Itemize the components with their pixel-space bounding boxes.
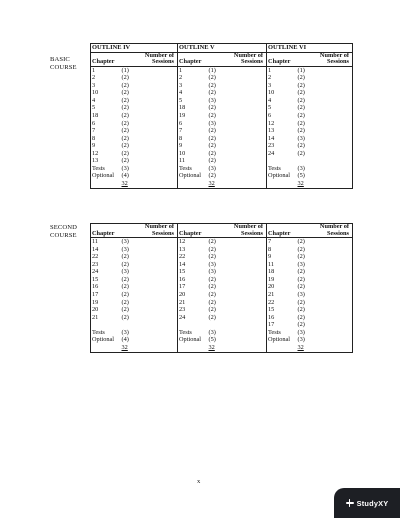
sessions-cell: (2) bbox=[208, 291, 216, 299]
chapter-cell: Tests bbox=[178, 329, 208, 337]
chapter-cell: 23 bbox=[267, 142, 297, 150]
sessions-cell: (2) bbox=[297, 321, 353, 329]
table-row bbox=[91, 253, 353, 261]
sessions-cell: (3) bbox=[297, 336, 353, 344]
chapter-cell: 21 bbox=[178, 299, 208, 307]
second-course-table bbox=[90, 223, 353, 353]
chapter-cell: Tests bbox=[91, 165, 121, 173]
chapter-cell: 9 bbox=[267, 253, 297, 261]
plus-icon bbox=[346, 499, 354, 507]
sessions-cell: (3) bbox=[121, 328, 129, 336]
chapter-cell: Tests bbox=[267, 329, 297, 337]
chapter-cell: 6 bbox=[91, 120, 121, 128]
outline-iv-title: OUTLINE IV bbox=[91, 44, 178, 53]
chapter-cell: 19 bbox=[91, 299, 121, 307]
sessions-cell: (2) bbox=[208, 74, 216, 82]
outline-title-row bbox=[91, 44, 353, 53]
sessions-cell: (2) bbox=[208, 253, 216, 261]
chapter-cell: 13 bbox=[178, 246, 208, 254]
sessions-cell: (2) bbox=[208, 157, 216, 165]
second-course-label bbox=[50, 224, 77, 240]
table-row bbox=[91, 120, 353, 128]
column-header-chapter: Chapter bbox=[91, 224, 121, 238]
chapter-cell: 5 bbox=[91, 104, 121, 112]
sessions-cell: (2) bbox=[208, 149, 216, 157]
sessions-cell: (2) bbox=[121, 283, 129, 291]
chapter-cell: 21 bbox=[267, 291, 297, 299]
sessions-cell: (4) bbox=[121, 336, 129, 344]
sessions-cell: (2) bbox=[297, 142, 353, 150]
chapter-cell: 11 bbox=[267, 261, 297, 269]
total-spacer bbox=[91, 344, 121, 353]
outline-v-title: OUTLINE V bbox=[178, 44, 267, 53]
chapter-cell: 15 bbox=[91, 276, 121, 284]
chapter-cell: 5 bbox=[178, 97, 208, 105]
chapter-cell: 9 bbox=[178, 142, 208, 150]
sessions-cell: (2) bbox=[208, 81, 216, 89]
total-cell bbox=[121, 180, 178, 189]
table-row bbox=[91, 283, 353, 291]
sessions-cell: (3) bbox=[208, 96, 216, 104]
chapter-cell: Optional bbox=[178, 172, 208, 180]
sessions-cell: (3) bbox=[297, 329, 353, 337]
chapter-cell: Optional bbox=[91, 172, 121, 180]
sessions-cell bbox=[297, 157, 353, 165]
table-row bbox=[91, 336, 353, 344]
total-cell bbox=[208, 344, 267, 353]
studyxy-watermark bbox=[334, 488, 400, 518]
chapter-cell: 18 bbox=[267, 268, 297, 276]
total-spacer bbox=[178, 180, 208, 189]
chapter-cell: 6 bbox=[178, 120, 208, 128]
sessions-cell: (2) bbox=[208, 104, 216, 112]
sessions-cell: (2) bbox=[121, 112, 129, 120]
basic-course-label bbox=[50, 56, 77, 72]
second-label-line2: COURSE bbox=[50, 232, 77, 239]
chapter-cell: 13 bbox=[267, 127, 297, 135]
chapter-cell: Tests bbox=[178, 165, 208, 173]
basic-course-table bbox=[90, 43, 353, 189]
total-spacer bbox=[267, 344, 297, 353]
sessions-cell: (2) bbox=[297, 112, 353, 120]
sessions-cell: (3) bbox=[208, 260, 216, 268]
total-cell bbox=[121, 344, 178, 353]
chapter-cell: 24 bbox=[178, 314, 208, 322]
sessions-cell: (2) bbox=[208, 283, 216, 291]
sessions-cell: (1) bbox=[297, 66, 353, 74]
total-cell bbox=[208, 180, 267, 189]
chapter-cell: 22 bbox=[267, 299, 297, 307]
sessions-cell: (2) bbox=[121, 96, 129, 104]
chapter-cell: 17 bbox=[178, 283, 208, 291]
sessions-cell: (2) bbox=[297, 299, 353, 307]
chapter-cell: Optional bbox=[267, 172, 297, 180]
basic-header-row bbox=[91, 52, 353, 66]
chapter-cell: 7 bbox=[267, 238, 297, 246]
chapter-cell: 8 bbox=[178, 135, 208, 143]
column-header-chapter: Chapter bbox=[267, 224, 297, 238]
sessions-cell: (2) bbox=[121, 81, 129, 89]
chapter-cell: Tests bbox=[267, 165, 297, 173]
sessions-cell: (2) bbox=[297, 283, 353, 291]
chapter-cell: 14 bbox=[267, 135, 297, 143]
sessions-cell: (4) bbox=[121, 172, 129, 180]
basic-label-line1: BASIC bbox=[50, 56, 70, 63]
chapter-cell: Optional bbox=[178, 336, 208, 344]
total-spacer bbox=[178, 344, 208, 353]
table-row bbox=[91, 165, 353, 173]
table-row bbox=[91, 142, 353, 150]
table-row bbox=[91, 268, 353, 276]
table-row bbox=[91, 238, 353, 246]
chapter-cell: Tests bbox=[91, 329, 121, 337]
table-row bbox=[91, 291, 353, 299]
sessions-cell: (2) bbox=[121, 89, 129, 97]
chapter-cell: 1 bbox=[267, 66, 297, 74]
chapter-cell bbox=[91, 321, 121, 329]
sessions-cell: (2) bbox=[121, 313, 129, 321]
sessions-cell: (2) bbox=[297, 306, 353, 314]
sessions-cell: (2) bbox=[121, 253, 129, 261]
chapter-cell: 20 bbox=[178, 291, 208, 299]
chapter-cell: 2 bbox=[267, 74, 297, 82]
chapter-cell: 23 bbox=[91, 261, 121, 269]
chapter-cell: 24 bbox=[91, 268, 121, 276]
table-row bbox=[91, 74, 353, 82]
sessions-cell: (2) bbox=[208, 275, 216, 283]
session-total: 32 bbox=[208, 344, 215, 352]
sessions-cell: (2) bbox=[121, 104, 129, 112]
column-header-sessions: Number of Sessions bbox=[208, 224, 267, 238]
page-number: x bbox=[197, 478, 201, 485]
chapter-cell: 22 bbox=[91, 253, 121, 261]
chapter-cell: 4 bbox=[178, 89, 208, 97]
chapter-cell bbox=[178, 321, 208, 329]
second-label-line1: SECOND bbox=[50, 224, 77, 231]
sessions-cell: (2) bbox=[208, 89, 216, 97]
table-row bbox=[91, 306, 353, 314]
sessions-cell: (2) bbox=[208, 172, 216, 180]
sessions-cell: (2) bbox=[208, 127, 216, 135]
chapter-cell: 10 bbox=[267, 89, 297, 97]
sessions-cell: (3) bbox=[208, 164, 216, 172]
chapter-cell: 16 bbox=[178, 276, 208, 284]
sessions-cell: (2) bbox=[208, 245, 216, 253]
table-row bbox=[91, 104, 353, 112]
sessions-cell: (2) bbox=[297, 89, 353, 97]
sessions-cell: (3) bbox=[208, 119, 216, 127]
table-row bbox=[91, 321, 353, 329]
sessions-cell: (2) bbox=[121, 119, 129, 127]
table-row bbox=[91, 246, 353, 254]
second-header-row bbox=[91, 224, 353, 238]
column-header-chapter: Chapter bbox=[91, 52, 121, 66]
sessions-cell: (1) bbox=[121, 66, 129, 74]
chapter-cell: 4 bbox=[267, 97, 297, 105]
chapter-cell: 8 bbox=[267, 246, 297, 254]
table-row bbox=[91, 127, 353, 135]
sessions-cell: (2) bbox=[297, 104, 353, 112]
column-header-sessions: Number of Sessions bbox=[121, 224, 178, 238]
table-row bbox=[91, 66, 353, 74]
chapter-cell: 18 bbox=[91, 112, 121, 120]
chapter-cell: 7 bbox=[91, 127, 121, 135]
total-spacer bbox=[267, 180, 297, 189]
table-row bbox=[91, 261, 353, 269]
chapter-cell: 21 bbox=[91, 314, 121, 322]
chapter-cell: 12 bbox=[178, 238, 208, 246]
session-total: 32 bbox=[297, 180, 304, 188]
chapter-cell: 5 bbox=[267, 104, 297, 112]
sessions-cell: (2) bbox=[297, 97, 353, 105]
sessions-cell: (2) bbox=[121, 157, 129, 165]
chapter-cell: 9 bbox=[91, 142, 121, 150]
basic-label-line2: COURSE bbox=[50, 64, 77, 71]
session-total: 32 bbox=[121, 344, 128, 352]
chapter-cell: 13 bbox=[91, 157, 121, 165]
chapter-cell: 24 bbox=[267, 150, 297, 158]
sessions-cell: (3) bbox=[208, 268, 216, 276]
chapter-cell: 12 bbox=[267, 120, 297, 128]
sessions-cell: (3) bbox=[208, 328, 216, 336]
chapter-cell: 6 bbox=[267, 112, 297, 120]
sessions-cell: (2) bbox=[297, 74, 353, 82]
column-header-sessions: Number of Sessions bbox=[297, 52, 353, 66]
chapter-cell: 16 bbox=[91, 283, 121, 291]
sessions-cell: (2) bbox=[121, 134, 129, 142]
table-row bbox=[91, 299, 353, 307]
sessions-cell: (2) bbox=[297, 238, 353, 246]
sessions-cell: (3) bbox=[121, 268, 129, 276]
chapter-cell: 11 bbox=[178, 157, 208, 165]
sessions-cell: (3) bbox=[121, 245, 129, 253]
column-header-sessions: Number of Sessions bbox=[121, 52, 178, 66]
column-header-sessions: Number of Sessions bbox=[297, 224, 353, 238]
chapter-cell: 3 bbox=[178, 82, 208, 90]
sessions-cell: (2) bbox=[208, 238, 216, 246]
sessions-cell: (3) bbox=[297, 261, 353, 269]
chapter-cell: 10 bbox=[178, 150, 208, 158]
sessions-cell: (5) bbox=[208, 336, 216, 344]
chapter-cell bbox=[267, 157, 297, 165]
chapter-cell: 19 bbox=[178, 112, 208, 120]
sessions-cell: (5) bbox=[297, 172, 353, 180]
chapter-cell: 15 bbox=[178, 268, 208, 276]
brand-name: StudyXY bbox=[356, 498, 389, 508]
column-header-chapter: Chapter bbox=[267, 52, 297, 66]
sessions-cell: (2) bbox=[297, 246, 353, 254]
chapter-cell: 4 bbox=[91, 97, 121, 105]
table-row bbox=[91, 82, 353, 90]
sessions-cell: (2) bbox=[121, 74, 129, 82]
chapter-cell: 20 bbox=[267, 283, 297, 291]
table-row bbox=[91, 135, 353, 143]
sessions-cell: (3) bbox=[297, 135, 353, 143]
chapter-cell: 7 bbox=[178, 127, 208, 135]
chapter-cell: 14 bbox=[178, 261, 208, 269]
table-row bbox=[91, 150, 353, 158]
sessions-cell: (2) bbox=[208, 306, 216, 314]
chapter-cell: Optional bbox=[91, 336, 121, 344]
column-header-chapter: Chapter bbox=[178, 52, 208, 66]
chapter-cell: 19 bbox=[267, 276, 297, 284]
outline-vi-title: OUTLINE VI bbox=[267, 44, 353, 53]
sessions-cell: (2) bbox=[208, 298, 216, 306]
sessions-cell: (2) bbox=[208, 112, 216, 120]
chapter-cell: 1 bbox=[91, 66, 121, 74]
column-header-chapter: Chapter bbox=[178, 224, 208, 238]
table-row bbox=[91, 329, 353, 337]
sessions-cell: (2) bbox=[121, 149, 129, 157]
sessions-cell: (2) bbox=[208, 142, 216, 150]
chapter-cell: 3 bbox=[267, 82, 297, 90]
column-header-sessions: Number of Sessions bbox=[208, 52, 267, 66]
session-total: 32 bbox=[121, 180, 128, 188]
table-row bbox=[91, 276, 353, 284]
sessions-cell: (2) bbox=[297, 120, 353, 128]
total-cell bbox=[297, 344, 353, 353]
chapter-cell: 15 bbox=[267, 306, 297, 314]
total-spacer bbox=[91, 180, 121, 189]
chapter-cell: 12 bbox=[91, 150, 121, 158]
sessions-cell: (2) bbox=[121, 260, 129, 268]
sessions-cell: (2) bbox=[297, 150, 353, 158]
chapter-cell: 1 bbox=[178, 66, 208, 74]
sessions-cell: (3) bbox=[121, 238, 129, 246]
sessions-cell: (2) bbox=[297, 82, 353, 90]
sessions-cell: (3) bbox=[297, 291, 353, 299]
sessions-cell: (1) bbox=[208, 66, 216, 74]
sessions-cell: (2) bbox=[297, 314, 353, 322]
sessions-cell: (2) bbox=[121, 127, 129, 135]
sessions-cell: (2) bbox=[121, 275, 129, 283]
total-cell bbox=[297, 180, 353, 189]
chapter-cell: 17 bbox=[267, 321, 297, 329]
chapter-cell: 3 bbox=[91, 82, 121, 90]
chapter-cell: 23 bbox=[178, 306, 208, 314]
chapter-cell: 2 bbox=[91, 74, 121, 82]
session-total: 32 bbox=[297, 344, 304, 352]
session-total: 32 bbox=[208, 180, 215, 188]
sessions-cell: (2) bbox=[297, 268, 353, 276]
table-row bbox=[91, 172, 353, 180]
sessions-cell: (2) bbox=[121, 291, 129, 299]
table-row bbox=[91, 112, 353, 120]
sessions-cell: (2) bbox=[297, 253, 353, 261]
table-row bbox=[91, 157, 353, 165]
sessions-cell: (2) bbox=[208, 313, 216, 321]
sessions-cell: (2) bbox=[121, 306, 129, 314]
table-row bbox=[91, 314, 353, 322]
sessions-cell: (2) bbox=[297, 127, 353, 135]
chapter-cell: 10 bbox=[91, 89, 121, 97]
chapter-cell: 11 bbox=[91, 238, 121, 246]
chapter-cell: 14 bbox=[91, 246, 121, 254]
sessions-cell: (2) bbox=[208, 134, 216, 142]
chapter-cell: 8 bbox=[91, 135, 121, 143]
sessions-cell bbox=[121, 321, 178, 329]
table-row bbox=[91, 89, 353, 97]
sessions-cell: (2) bbox=[121, 142, 129, 150]
chapter-cell: 17 bbox=[91, 291, 121, 299]
sessions-cell bbox=[208, 321, 267, 329]
chapter-cell: 16 bbox=[267, 314, 297, 322]
sessions-cell: (2) bbox=[297, 276, 353, 284]
sessions-cell: (3) bbox=[297, 165, 353, 173]
chapter-cell: Optional bbox=[267, 336, 297, 344]
total-row bbox=[91, 180, 353, 189]
chapter-cell: 22 bbox=[178, 253, 208, 261]
chapter-cell: 20 bbox=[91, 306, 121, 314]
sessions-cell: (3) bbox=[121, 164, 129, 172]
table-row bbox=[91, 97, 353, 105]
chapter-cell: 18 bbox=[178, 104, 208, 112]
sessions-cell: (2) bbox=[121, 298, 129, 306]
total-row bbox=[91, 344, 353, 353]
chapter-cell: 2 bbox=[178, 74, 208, 82]
